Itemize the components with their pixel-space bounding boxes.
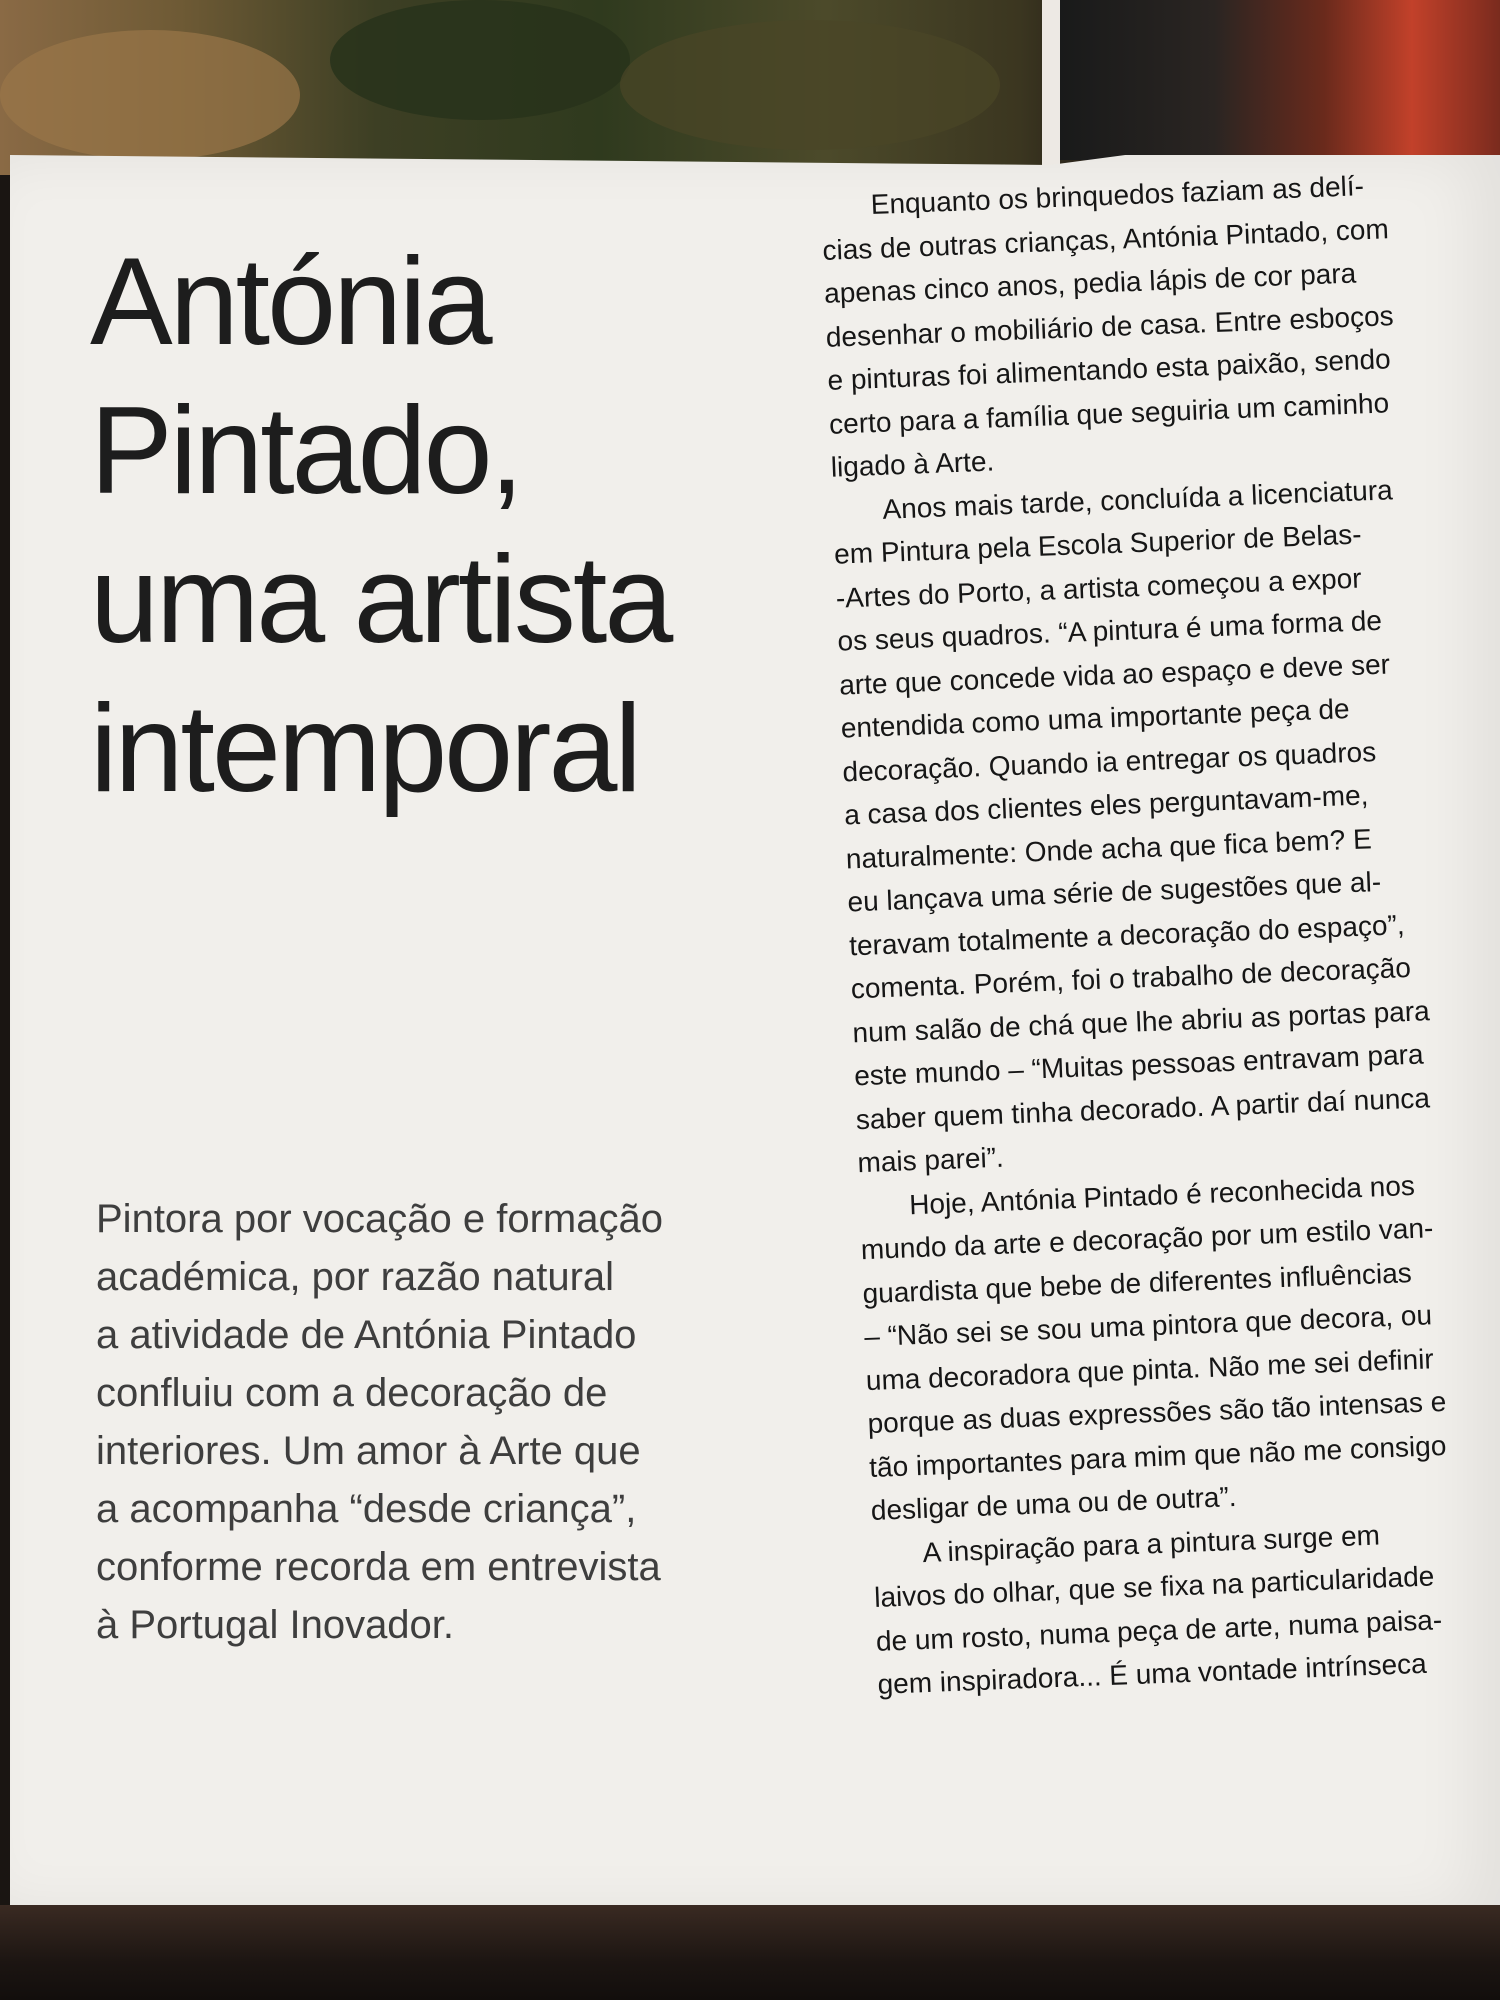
body-line: em Pintura pela Escola Superior de Belas- — [833, 518, 1363, 570]
body-line: uma decoradora que pinta. Não me sei definir — [865, 1342, 1435, 1396]
body-line: teravam totalmente a decoração do espaço”, — [848, 908, 1406, 961]
title-line: uma artista — [90, 531, 671, 669]
body-line: este mundo – “Muitas pessoas entravam para — [853, 1038, 1425, 1092]
body-line: mundo da arte e decoração por um estilo van- — [860, 1212, 1434, 1266]
body-line: desenhar o mobiliário de casa. Entre esboços — [825, 299, 1395, 353]
body-line: num salão de chá que lhe abriu as portas para — [851, 994, 1431, 1048]
body-line: Hoje, Antónia Pintado é reconhecida nos — [908, 1169, 1416, 1220]
lead-line: interiores. Um amor à Arte que — [96, 1429, 641, 1473]
photo-gutter — [1042, 0, 1060, 165]
body-line: entendida como uma importante peça de — [840, 693, 1351, 744]
body-paragraph — [872, 1506, 1500, 1706]
article-title — [90, 228, 770, 824]
lead-line: conforme recorda em entrevista — [96, 1545, 661, 1589]
body-line: arte que concede vida ao espaço e deve ser — [838, 647, 1391, 701]
page-shadow — [0, 1905, 1500, 2000]
body-line: eu lançava uma série de sugestões que al- — [846, 865, 1382, 918]
body-line: saber quem tinha decorado. A partir daí nunca — [855, 1081, 1431, 1135]
body-line: desligar de uma ou de outra”. — [870, 1480, 1238, 1527]
body-line: comenta. Porém, foi o trabalho de decoração — [850, 951, 1412, 1005]
title-line: Pintado, — [90, 382, 522, 520]
lead-line: a atividade de Antónia Pintado — [96, 1313, 637, 1357]
body-line: gem inspiradora... É uma vontade intrínseca — [877, 1647, 1428, 1700]
body-line: ligado à Arte. — [830, 445, 995, 483]
body-line: e pinturas foi alimentando esta paixão, sendo — [826, 343, 1392, 396]
title-line: Antónia — [90, 233, 490, 371]
photo-area — [620, 20, 1000, 150]
top-right-photo — [1060, 0, 1500, 160]
body-line: -Artes do Porto, a artista começou a expor — [835, 562, 1363, 614]
lead-line: Pintora por vocação e formação — [96, 1197, 663, 1241]
article-lead — [96, 1190, 766, 1654]
lead-line: confluiu com a decoração de — [96, 1371, 608, 1415]
body-line: porque as duas expressões são tão intensas e — [866, 1385, 1447, 1440]
body-line: os seus quadros. “A pintura é uma forma de — [836, 604, 1383, 657]
body-paragraph — [820, 159, 1500, 489]
body-line: a casa dos clientes eles perguntavam-me, — [843, 779, 1369, 831]
photo-area — [330, 0, 630, 120]
body-line: Anos mais tarde, concluída a licenciatura — [881, 473, 1394, 525]
body-line: de um rosto, numa peça de arte, numa paisa- — [875, 1603, 1443, 1657]
lead-line: a acompanha “desde criança”, — [96, 1487, 637, 1531]
photo-area — [0, 30, 300, 160]
body-line: – “Não sei se sou uma pintora que decora, ou — [863, 1299, 1433, 1353]
body-line: naturalmente: Onde acha que fica bem? E — [845, 822, 1373, 874]
body-paragraph — [858, 1159, 1500, 1533]
body-line: mais parei”. — [856, 1141, 1005, 1179]
body-line: laivos do olhar, que se fixa na particularidade — [873, 1560, 1435, 1613]
article-body — [820, 159, 1500, 1706]
body-line: guardista que bebe de diferentes influências — [861, 1256, 1413, 1309]
body-line: decoração. Quando ia entregar os quadros — [841, 735, 1377, 788]
body-line: certo para a família que seguiria um caminho — [828, 386, 1390, 440]
body-line: tão importantes para mim que não me consigo — [868, 1429, 1447, 1483]
body-line: A inspiração para a pintura surge em — [921, 1519, 1381, 1568]
lead-line: académica, por razão natural — [96, 1255, 615, 1299]
body-paragraph — [832, 463, 1500, 1185]
body-line: Enquanto os brinquedos faziam as delí- — [870, 170, 1365, 221]
body-line: apenas cinco anos, pedia lápis de cor para — [823, 257, 1357, 309]
lead-line: à Portugal Inovador. — [96, 1603, 455, 1647]
title-line: intemporal — [90, 680, 639, 818]
body-line: cias de outras crianças, Antónia Pintado, com — [821, 212, 1390, 266]
